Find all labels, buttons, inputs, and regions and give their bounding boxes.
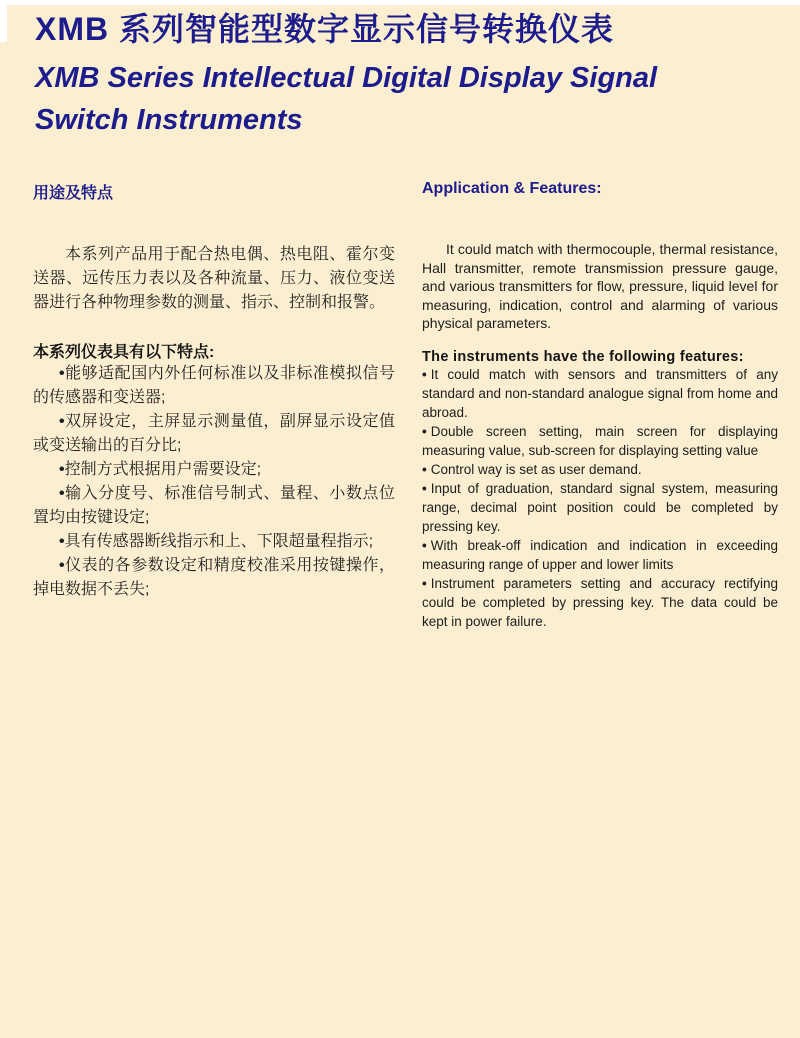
bullet-icon: •: [59, 557, 65, 574]
list-item: [33, 530, 395, 554]
list-item: [422, 574, 778, 631]
list-item: [33, 554, 395, 602]
bullet-icon: •: [422, 461, 427, 477]
english-section-heading: Application & Features:: [422, 180, 602, 197]
feature-text: With break-off indication and indication in exceeding measuring range of upper and lower limits: [422, 537, 778, 572]
feature-text: It could match with sensors and transmitters of any standard and non-standard analogue signal from home and abroad.: [422, 366, 778, 420]
chinese-features-heading: 本系列仪表具有以下特点:: [33, 344, 215, 361]
bullet-icon: •: [59, 365, 65, 382]
list-item: [33, 458, 395, 482]
chinese-section-heading: 用途及特点: [33, 185, 114, 202]
bullet-icon: •: [422, 537, 427, 553]
feature-text: Control way is set as user demand.: [430, 461, 642, 477]
scan-edge-left: [0, 0, 7, 42]
list-item: [33, 410, 395, 458]
feature-text: Input of graduation, standard signal system, measuring range, decimal point position could be completed by pressing key.: [422, 480, 778, 534]
feature-text: 输入分度号、标准信号制式、量程、小数点位置均由按键设定;: [33, 485, 395, 526]
page-title-english-line1: XMB Series Intellectual Digital Display Signal: [35, 62, 658, 94]
english-features-list: [422, 365, 778, 631]
bullet-icon: •: [422, 366, 427, 382]
feature-text: 控制方式根据用户需要设定;: [64, 461, 262, 478]
english-features-heading: The instruments have the following features:: [422, 348, 744, 365]
bullet-icon: •: [422, 480, 427, 496]
feature-text: Double screen setting, main screen for displaying measuring value, sub-screen for displaying setting value: [422, 423, 778, 458]
english-column: [422, 180, 778, 631]
chinese-column: [33, 180, 395, 602]
page-title-english: [35, 57, 780, 141]
bullet-icon: •: [59, 485, 65, 502]
page-title-english-line2: Switch Instruments: [35, 104, 303, 136]
bullet-icon: •: [59, 533, 65, 550]
bullet-icon: •: [59, 461, 65, 478]
list-item: [33, 362, 395, 410]
bullet-icon: •: [422, 423, 427, 439]
feature-text: 双屏设定，主屏显示测量值，副屏显示设定值或变送输出的百分比;: [33, 413, 395, 454]
chinese-intro-paragraph: 本系列产品用于配合热电偶、热电阻、霍尔变送器、远传压力表以及各种流量、压力、液位变送器进行各种物理参数的测量、指示、控制和报警。: [33, 246, 395, 311]
feature-text: 能够适配国内外任何标准以及非标准模拟信号的传感器和变送器;: [33, 365, 395, 406]
page-header: [35, 10, 780, 141]
list-item: [422, 460, 778, 479]
feature-text: 具有传感器断线指示和上、下限超量程指示;: [64, 533, 374, 550]
list-item: [33, 482, 395, 530]
feature-text: 仪表的各参数设定和精度校准采用按键操作，掉电数据不丢失;: [33, 557, 395, 598]
feature-text: Instrument parameters setting and accuracy rectifying could be completed by pressing key. The data could be kept in power failure.: [422, 575, 778, 629]
bullet-icon: •: [422, 575, 427, 591]
list-item: [422, 422, 778, 460]
bullet-icon: •: [59, 413, 65, 430]
chinese-features-list: [33, 362, 395, 602]
list-item: [422, 479, 778, 536]
list-item: [422, 536, 778, 574]
page-title-chinese: XMB 系列智能型数字显示信号转换仪表: [35, 11, 615, 47]
english-intro-paragraph: It could match with thermocouple, thermal resistance, Hall transmitter, remote transmission pressure gauge, and various transmitters for flow, pressure, liquid level for measuring, indication, control and alarming of various physical parameters.: [422, 241, 778, 331]
scan-edge-top: [0, 0, 800, 5]
list-item: [422, 365, 778, 422]
